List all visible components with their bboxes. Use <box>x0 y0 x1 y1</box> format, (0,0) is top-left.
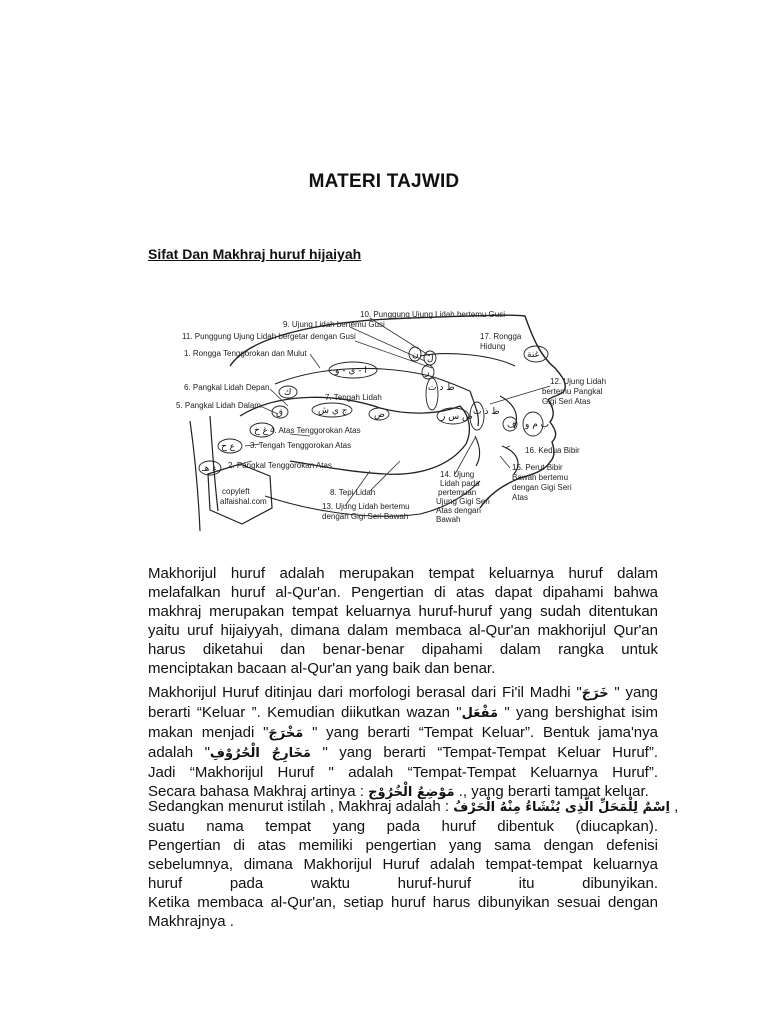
label-14: 14. Ujung <box>440 470 475 479</box>
paragraph-3-line: huruf pada waktu huruf-huruf itu dibunyikan. <box>148 875 658 892</box>
arabic-14: ظ ذ ث <box>473 407 500 417</box>
paragraph-3-line: Sedangkan menurut istilah , Makhraj adalah : اِسْمٌ لِلْمَحَلِّ الَّذِى يُنْشَاءُ مِنْهُ الْحَرْفُ , <box>148 798 679 815</box>
paragraph-2-line: Jadi “Makhorijul Huruf " adalah “Tempat-Tempat Keluarnya Huruf”. <box>148 764 658 781</box>
paragraph-3-line: Ketika membaca al-Qur'an, setiap huruf harus dibunyikan sesuai dengan <box>148 894 658 911</box>
arabic-12: ط د ت <box>428 383 455 393</box>
paragraph-1-line: menciptakan bacaan al-Qur'an yang baik dan benar. <box>148 660 496 677</box>
arabic-makharij: مَخَارِجُ الْحُرُوْفِ <box>209 746 311 761</box>
arabic-kharaja: خَرَجَ <box>581 686 609 701</box>
label-8: 8. Tepi Lidah <box>330 488 376 497</box>
label-15: 15. Perut Bibir <box>512 463 563 472</box>
arabic-5: ق <box>276 408 283 418</box>
label-13: 13. Ujung Lidah bertemu <box>322 502 410 511</box>
arabic-10: ل <box>427 354 434 364</box>
paragraph-1-line: melafalkan huruf al-Qur'an. Pengertian di atas dapat dipahami bahwa <box>148 584 658 601</box>
paragraph-3-line: sebelumnya, dimana Makhorijul Huruf adalah tempat-tempat keluarnya <box>148 856 658 873</box>
arabic-6: ك <box>284 388 292 398</box>
label-14-c: pertemuan <box>438 488 477 497</box>
label-14-f: Bawah <box>436 515 461 524</box>
paragraph-2-line: adalah "مَخَارِجُ الْحُرُوْفِ " yang berarti “Tempat-Tempat Keluar Huruf”. <box>148 744 658 761</box>
arabic-makhraj: مَخْرَجَ <box>268 726 304 741</box>
arabic-13: ص س ز <box>441 412 473 422</box>
arabic-11: ر <box>425 368 430 378</box>
label-11: 11. Punggung Ujung Lidah bergetar dengan Gusi <box>182 332 356 341</box>
label-7: 7. Tengah Lidah <box>325 393 382 402</box>
label-13-b: dengan Gigi Seri Bawah <box>322 512 409 521</box>
arabic-2: ء هـ <box>202 464 217 474</box>
paragraph-1-line: yaitu uruf hijaiyyah, dimana dalam membaca al-Qur'an makhorijul Qur'an <box>148 622 658 639</box>
label-10: 10. Punggung Ujung Lidah bertemu Gusi <box>360 310 505 319</box>
label-6: 6. Pangkal Lidah Depan <box>184 383 270 392</box>
label-5: 5. Pangkal Lidah Dalam <box>176 401 261 410</box>
arabic-7: ج ي ش <box>318 406 348 416</box>
label-16: 16. Kedua Bibir <box>525 446 580 455</box>
arabic-9: ن <box>412 350 419 360</box>
arabic-15: ف <box>507 420 517 430</box>
arabic-definition: اِسْمٌ لِلْمَحَلِّ الَّذِى يُنْشَاءُ مِنْهُ الْحَرْفُ <box>453 800 670 815</box>
label-14-e: Atas dengan <box>436 506 481 515</box>
paragraph-2-line: makan menjadi "مَخْرَجَ " yang berarti “Tempat Keluar”. Bentuk jama'nya <box>148 724 658 741</box>
label-12: 12. Ujung Lidah <box>550 377 607 386</box>
label-1: 1. Rongga Tenggorokan dan Mulut <box>184 349 307 358</box>
label-14-d: Ujung Gigi Seri <box>436 497 490 506</box>
label-3: 3. Tengah Tenggorokan Atas <box>250 441 352 450</box>
label-9: 9. Ujung Lidah bertemu Gusi <box>283 320 385 329</box>
paragraph-1 <box>148 564 658 678</box>
section-subtitle: Sifat Dan Makhraj huruf hijaiyah <box>148 246 362 262</box>
arabic-1: ا - ي - و <box>335 366 367 376</box>
arabic-4: غ خ <box>254 426 269 436</box>
paragraph-1-line: makhraj merupakan tempat keluarnya huruf-huruf yang sudah ditentukan <box>148 603 658 620</box>
paragraph-3 <box>148 797 679 931</box>
paragraph-2-line: Secara bahasa Makhraj artinya : مَوْضِعُ الْخُرُوْج ., yang berarti tampat keluar. <box>148 783 649 800</box>
label-15-c: dengan Gigi Seri <box>512 483 572 492</box>
label-12-b: bertemu Pangkal <box>542 387 603 396</box>
arabic-maf-al: مَفْعَل <box>461 706 498 721</box>
label-17-b: Hidung <box>480 342 506 351</box>
arabic-8: ض <box>374 410 385 420</box>
arabic-17: غنة <box>527 350 540 360</box>
nose-cavity-outline <box>420 354 515 366</box>
makhraj-diagram <box>170 296 607 551</box>
arabic-16: ب م و <box>525 420 550 430</box>
label-12-c: Gigi Seri Atas <box>542 397 591 406</box>
copyleft-site: alfaishal.com <box>220 497 267 506</box>
copyleft-label: copyleft <box>222 487 250 496</box>
label-15-d: Atas <box>512 493 529 502</box>
arabic-3: ع ح <box>221 442 236 452</box>
paragraph-2-line: berarti “Keluar ”. Kemudian diikutkan wazan "مَفْعَل " yang bershighat isim <box>148 704 659 721</box>
label-4: 4. Atas Tenggorokan Atas <box>270 426 361 435</box>
paragraph-3-line: Pengertian di atas memiliki pengertian yang sama dengan defenisi <box>148 837 658 854</box>
paragraph-3-line: suatu nama tempat yang pada huruf dibentuk (diucapkan). <box>148 818 658 835</box>
paragraph-3-line: Makhrajnya . <box>148 913 234 930</box>
document-title: MATERI TAJWID <box>308 171 460 192</box>
paragraph-2-line: Makhorijul Huruf ditinjau dari morfologi berasal dari Fi'il Madhi "خَرَجَ " yang <box>148 684 658 701</box>
arabic-maudhi: مَوْضِعُ الْخُرُوْج <box>368 785 455 800</box>
label-2: 2. Pangkal Tenggorokan Atas <box>228 461 332 470</box>
paragraph-1-line: Makhorijul huruf adalah merupakan tempat keluarnya huruf dalam <box>148 565 658 582</box>
label-17: 17. Rongga <box>480 332 522 341</box>
paragraph-1-line: harus diketahui dan benar-benar dipahami dalam rangka untuk <box>148 641 658 658</box>
label-14-b: Lidah pada <box>440 479 480 488</box>
label-15-b: Bawah bertemu <box>512 473 569 482</box>
paragraph-2 <box>148 683 658 802</box>
